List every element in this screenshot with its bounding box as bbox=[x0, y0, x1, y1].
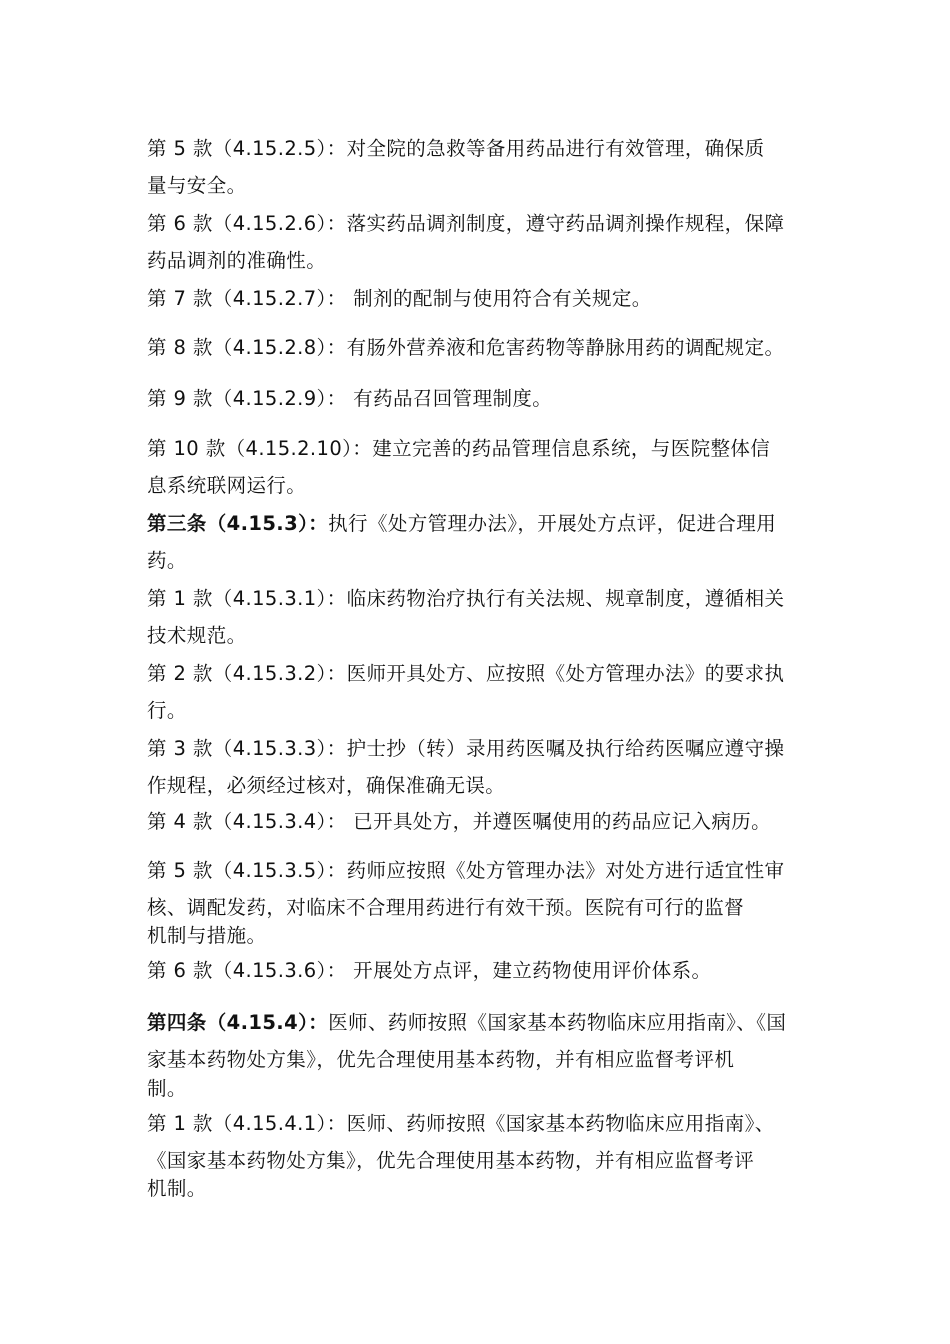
paragraph-line: 第 2 款（4.15.3.2）：医师开具处方、应按照《处方管理办法》的要求执 bbox=[147, 662, 785, 685]
paragraph-line: 第 4 款（4.15.3.4）： 已开具处方，并遵医嘱使用的药品应记入病历。 bbox=[147, 810, 772, 833]
paragraph-line: 药品调剂的准确性。 bbox=[147, 249, 327, 272]
paragraph-line: 制。 bbox=[147, 1077, 187, 1100]
paragraph-line: 核、调配发药，对临床不合理用药进行有效干预。医院有可行的监督 bbox=[147, 896, 745, 919]
paragraph-clause-4-15-3-3 bbox=[147, 730, 827, 804]
paragraph-article-4-15-3 bbox=[147, 505, 827, 579]
article-heading: 第四条（4.15.4）： bbox=[147, 1011, 329, 1034]
paragraph-line: 量与安全。 bbox=[147, 174, 247, 197]
paragraph-line: 第 6 款（4.15.3.6）： 开展处方点评，建立药物使用评价体系。 bbox=[147, 959, 712, 982]
article-heading: 第三条（4.15.3）： bbox=[147, 512, 329, 535]
paragraph-line: 第 3 款（4.15.3.3）：护士抄（转）录用药医嘱及执行给药医嘱应遵守操 bbox=[147, 737, 785, 760]
paragraph-clause-4-15-2-8 bbox=[147, 329, 827, 366]
paragraph-line: 第 9 款（4.15.2.9）： 有药品召回管理制度。 bbox=[147, 387, 553, 410]
paragraph-clause-4-15-3-1 bbox=[147, 580, 827, 654]
paragraph-line: 药。 bbox=[147, 549, 187, 572]
paragraph-line: 机制。 bbox=[147, 1177, 207, 1200]
paragraph-line: 第 8 款（4.15.2.8）：有肠外营养液和危害药物等静脉用药的调配规定。 bbox=[147, 336, 785, 359]
paragraph-clause-4-15-2-6 bbox=[147, 205, 827, 279]
paragraph-article-4-15-4 bbox=[147, 1004, 827, 1078]
paragraph-line: 第 5 款（4.15.2.5）：对全院的急救等备用药品进行有效管理，确保质 bbox=[147, 137, 765, 160]
paragraph-clause-4-15-3-2 bbox=[147, 655, 827, 729]
paragraph-line: 家基本药物处方集》，优先合理使用基本药物，并有相应监督考评机 bbox=[147, 1048, 735, 1071]
paragraph-clause-4-15-2-9 bbox=[147, 380, 827, 417]
paragraph-clause-4-15-4-1 bbox=[147, 1105, 827, 1179]
paragraph-clause-4-15-2-10 bbox=[147, 430, 827, 504]
paragraph-line: 第 5 款（4.15.3.5）：药师应按照《处方管理办法》对处方进行适宜性审 bbox=[147, 859, 785, 882]
paragraph-clause-4-15-2-5 bbox=[147, 130, 827, 204]
paragraph-line: 技术规范。 bbox=[147, 624, 247, 647]
paragraph-line: 机制与措施。 bbox=[147, 924, 267, 947]
paragraph-line: 第 10 款（4.15.2.10）：建立完善的药品管理信息系统，与医院整体信 bbox=[147, 437, 771, 460]
paragraph-clause-4-15-4-1-tail bbox=[147, 1170, 827, 1207]
paragraph-line: 第 6 款（4.15.2.6）：落实药品调剂制度，遵守药品调剂操作规程，保障 bbox=[147, 212, 785, 235]
paragraph-clause-4-15-3-5 bbox=[147, 852, 827, 926]
paragraph-line: 第 7 款（4.15.2.7）： 制剂的配制与使用符合有关规定。 bbox=[147, 287, 652, 310]
paragraph-article-4-15-4-tail bbox=[147, 1070, 827, 1107]
paragraph-line: 第 1 款（4.15.4.1）：医师、药师按照《国家基本药物临床应用指南》、 bbox=[147, 1112, 775, 1135]
paragraph-line: 《国家基本药物处方集》，优先合理使用基本药物，并有相应监督考评 bbox=[147, 1149, 755, 1172]
paragraph-line: 息系统联网运行。 bbox=[147, 474, 307, 497]
paragraph-line: 医师、药师按照《国家基本药物临床应用指南》、《国 bbox=[328, 1011, 787, 1034]
paragraph-line: 作规程，必须经过核对，确保准确无误。 bbox=[147, 774, 506, 797]
paragraph-clause-4-15-3-6 bbox=[147, 952, 827, 989]
paragraph-line: 执行《处方管理办法》，开展处方点评，促进合理用 bbox=[328, 512, 777, 535]
paragraph-line: 第 1 款（4.15.3.1）：临床药物治疗执行有关法规、规章制度，遵循相关 bbox=[147, 587, 785, 610]
paragraph-clause-4-15-3-5-tail bbox=[147, 917, 827, 954]
paragraph-clause-4-15-3-4 bbox=[147, 803, 827, 840]
paragraph-line: 行。 bbox=[147, 699, 187, 722]
paragraph-clause-4-15-2-7 bbox=[147, 280, 827, 317]
